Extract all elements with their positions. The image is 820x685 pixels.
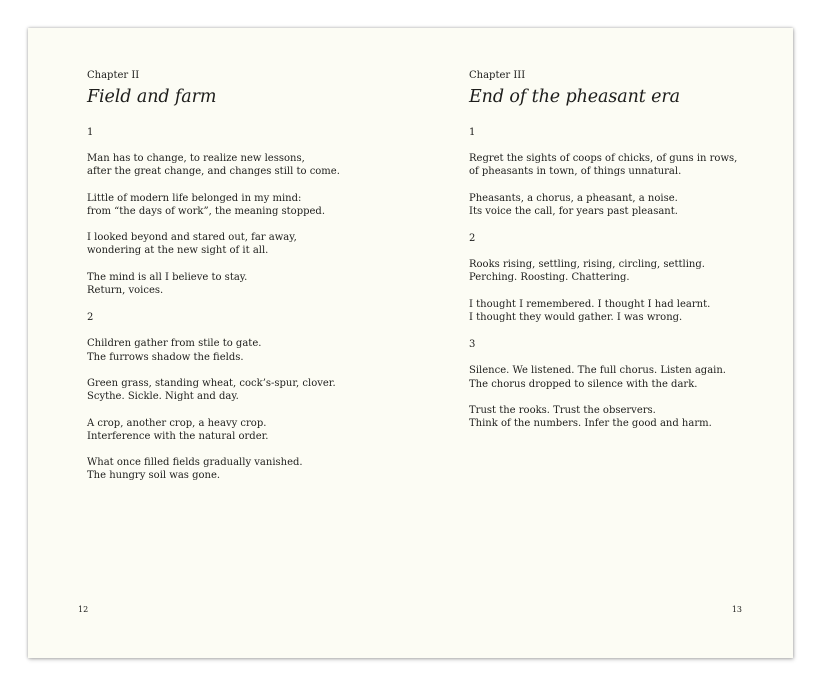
stanza bbox=[469, 192, 749, 219]
verse-line: The mind is all I believe to stay. bbox=[87, 271, 248, 283]
verse-line: Little of modern life belonged in my mind: bbox=[87, 192, 302, 204]
verse-line: after the great change, and changes still to come. bbox=[87, 166, 340, 178]
chapter-title: End of the pheasant era bbox=[469, 87, 681, 107]
book-spread bbox=[28, 28, 793, 658]
stanza bbox=[87, 337, 367, 364]
poem-section bbox=[469, 232, 749, 324]
stanza bbox=[87, 456, 367, 483]
verse-line: Think of the numbers. Infer the good and harm. bbox=[469, 418, 712, 430]
stanza bbox=[469, 364, 749, 391]
verse-line: Scythe. Sickle. Night and day. bbox=[87, 391, 239, 403]
stanza bbox=[469, 404, 749, 431]
verse-line: What once filled fields gradually vanished. bbox=[87, 457, 303, 469]
stanza bbox=[87, 271, 367, 298]
poem-section bbox=[469, 338, 749, 430]
right-page bbox=[410, 28, 792, 658]
poem-section bbox=[87, 311, 367, 482]
verse-line: Return, voices. bbox=[87, 285, 164, 297]
verse-line: The chorus dropped to silence with the dark. bbox=[469, 378, 698, 390]
stanza bbox=[87, 152, 367, 179]
stanza bbox=[469, 258, 749, 285]
verse-line: Rooks rising, settling, rising, circling, settling. bbox=[469, 259, 705, 271]
page-number: 12 bbox=[78, 605, 89, 614]
chapter-label: Chapter II bbox=[87, 70, 140, 81]
stanza bbox=[87, 377, 367, 404]
verse-line: Pheasants, a chorus, a pheasant, a noise. bbox=[469, 192, 678, 204]
page-number: 13 bbox=[731, 605, 742, 614]
section-number: 1 bbox=[469, 127, 476, 138]
chapter-label: Chapter III bbox=[469, 70, 526, 81]
section-number: 2 bbox=[469, 233, 476, 245]
section-number: 3 bbox=[469, 339, 476, 351]
stanza bbox=[87, 417, 367, 444]
verse-line: Its voice the call, for years past pleasant. bbox=[469, 205, 678, 217]
verse-line: Man has to change, to realize new lessons, bbox=[87, 153, 305, 164]
verse-line: Children gather from stile to gate. bbox=[87, 338, 262, 350]
verse-line: of pheasants in town, of things unnatural. bbox=[469, 166, 682, 178]
verse-line: The furrows shadow the fields. bbox=[87, 351, 244, 363]
left-page-text-column bbox=[87, 70, 367, 496]
verse-line: Regret the sights of coops of chicks, of guns in rows, bbox=[469, 153, 738, 164]
verse-line: Interference with the natural order. bbox=[87, 430, 269, 442]
stanza bbox=[469, 152, 749, 179]
verse-line: A crop, another crop, a heavy crop. bbox=[87, 417, 267, 429]
verse-line: Silence. We listened. The full chorus. Listen again. bbox=[469, 365, 726, 377]
verse-line: The hungry soil was gone. bbox=[87, 470, 221, 482]
verse-line: from “the days of work”, the meaning stopped. bbox=[87, 205, 325, 217]
verse-line: wondering at the new sight of it all. bbox=[87, 245, 269, 257]
poem-section bbox=[469, 126, 749, 218]
verse-line: Perching. Roosting. Chattering. bbox=[469, 272, 630, 284]
section-number: 2 bbox=[87, 312, 94, 324]
poem-section bbox=[87, 126, 367, 297]
verse-line: Green grass, standing wheat, cock’s-spur, clover. bbox=[87, 377, 336, 389]
stanza bbox=[87, 192, 367, 219]
stanza bbox=[469, 298, 749, 325]
left-page bbox=[28, 28, 410, 658]
verse-line: I looked beyond and stared out, far away, bbox=[87, 232, 297, 244]
stanza bbox=[87, 231, 367, 258]
verse-line: Trust the rooks. Trust the observers. bbox=[469, 404, 656, 416]
right-page-text-column bbox=[469, 70, 749, 444]
verse-line: I thought they would gather. I was wrong. bbox=[469, 312, 683, 324]
chapter-title: Field and farm bbox=[87, 87, 217, 107]
verse-line: I thought I remembered. I thought I had learnt. bbox=[469, 298, 711, 310]
section-number: 1 bbox=[87, 127, 94, 138]
